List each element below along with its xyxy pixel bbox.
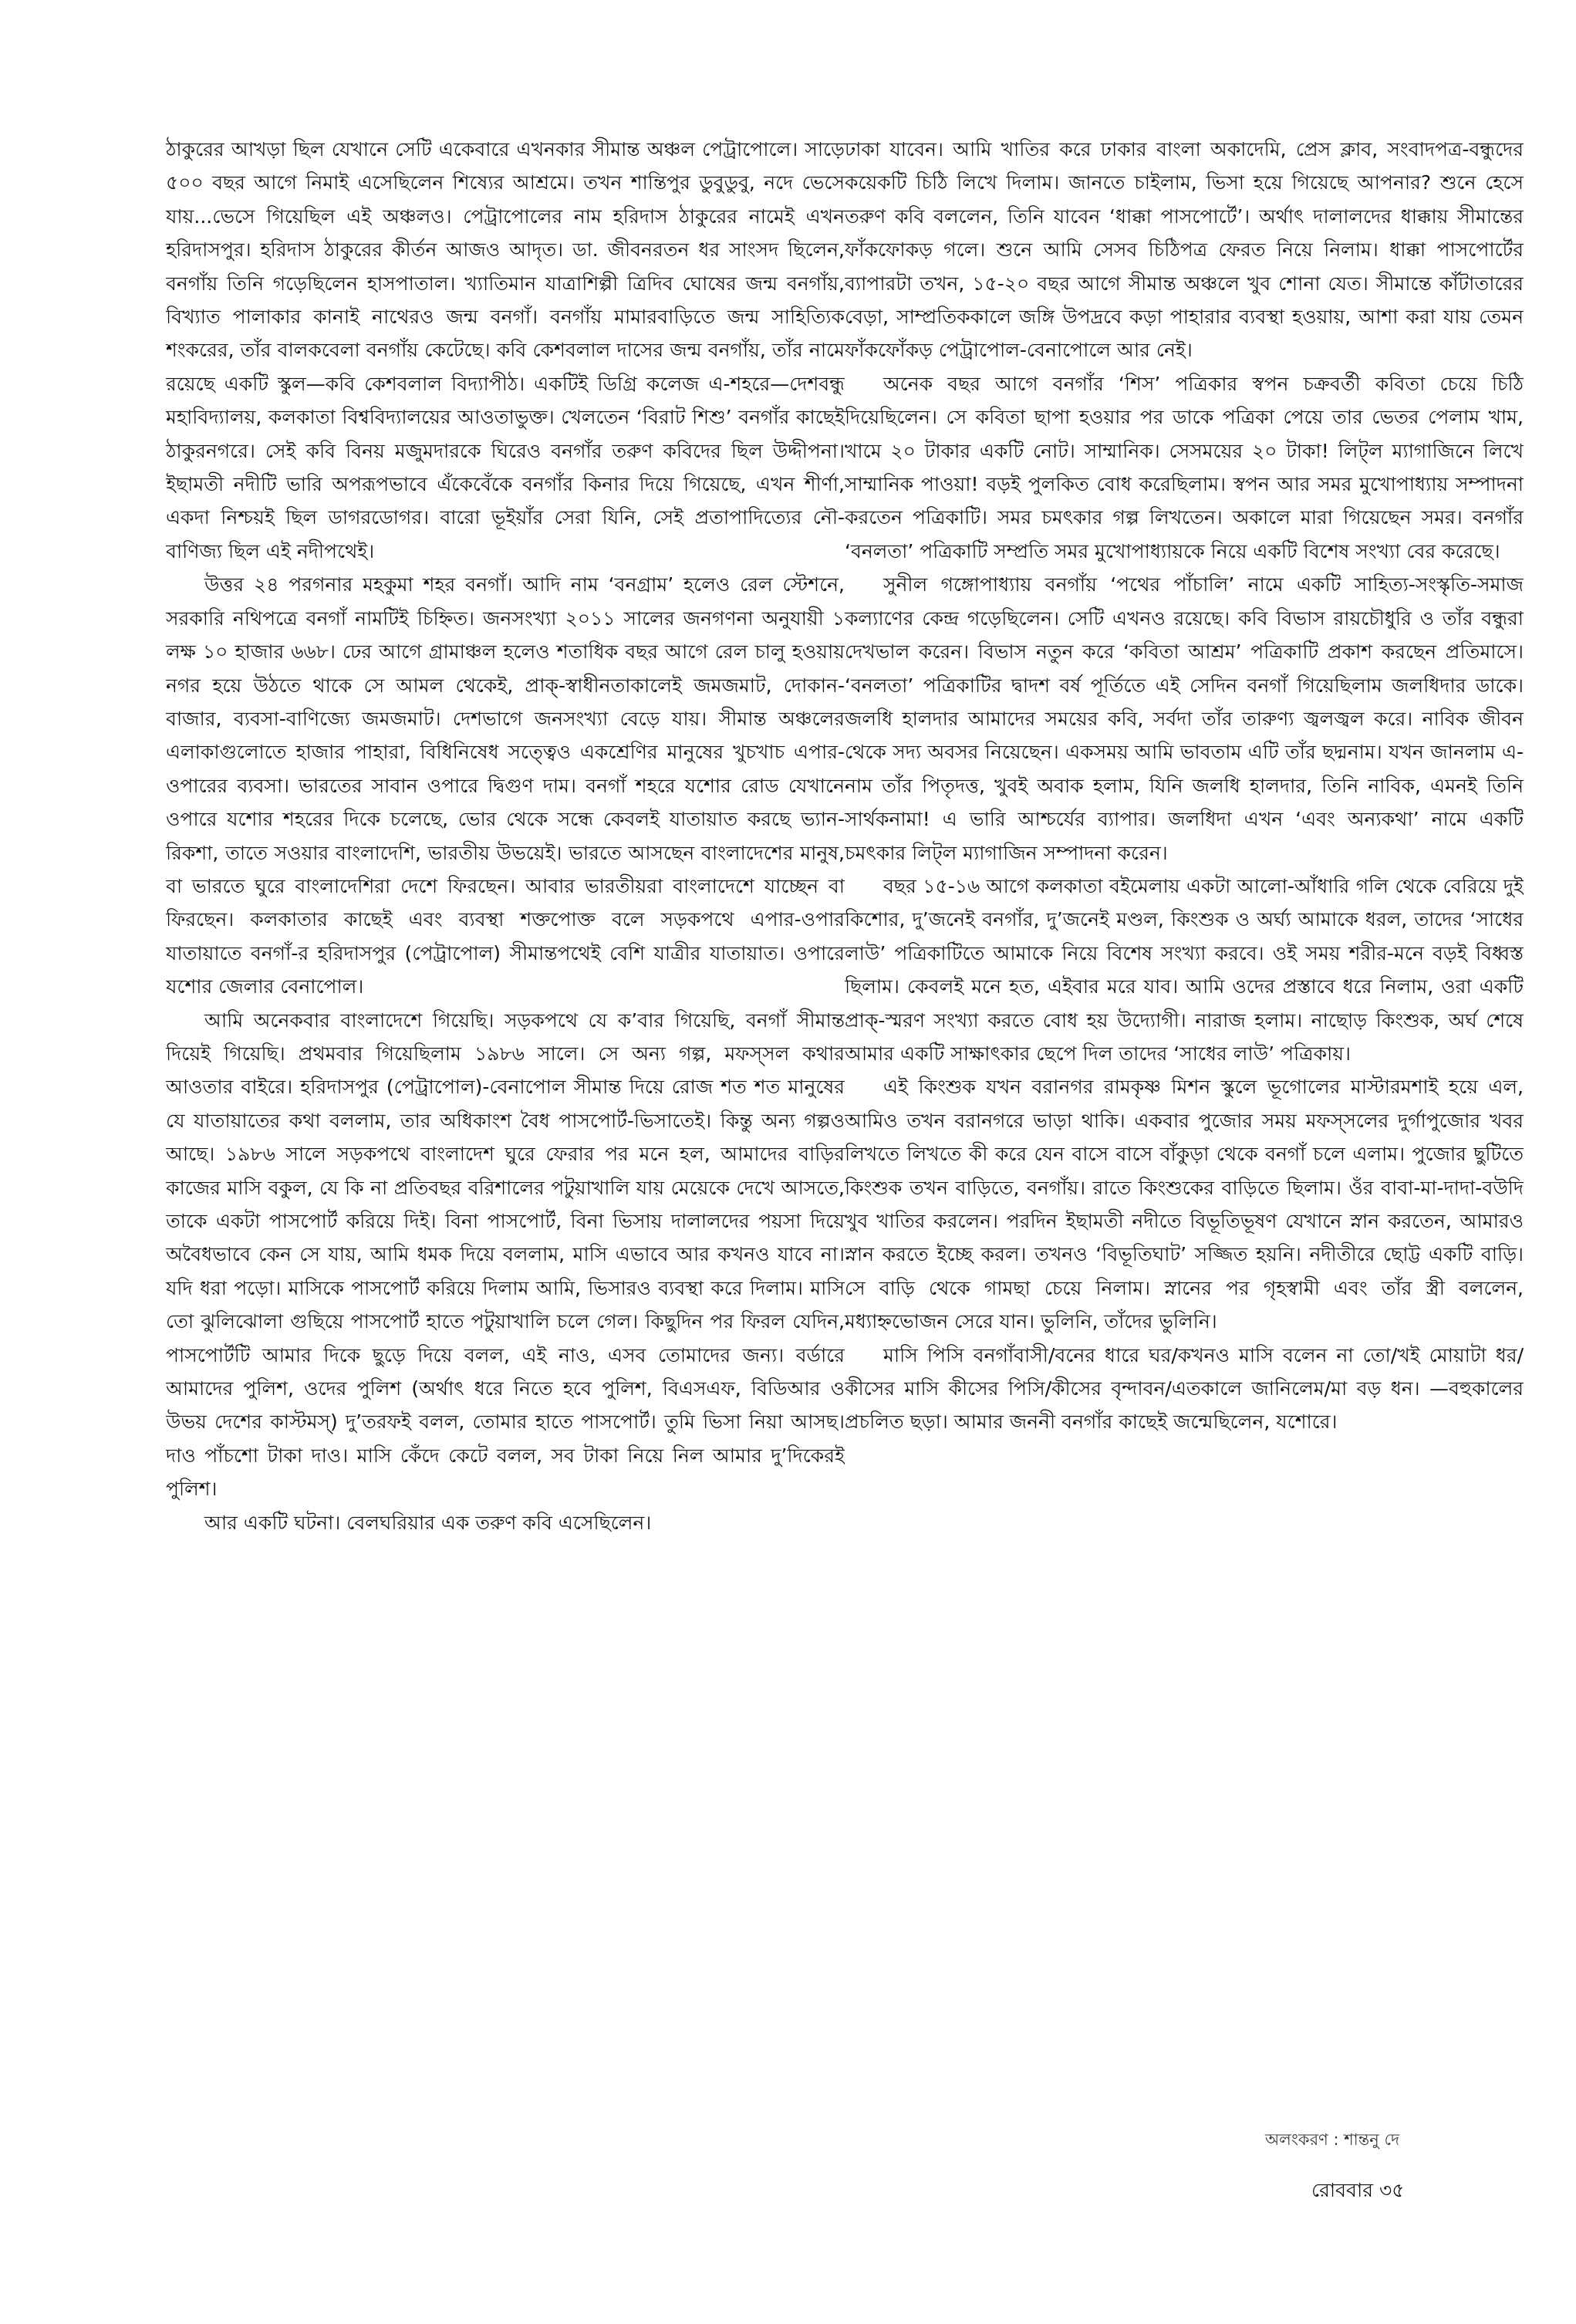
article-paragraph: উত্তর ২৪ পরগনার মহকুমা শহর বনগাঁ। আদি নাম ‘বনগ্রাম’ হলেও রেল স্টেশনে, সরকারি নথিপত্রে বনগাঁ নামটিই চিহ্নিত। জনসংখ্যা ২০১১ সালের জনগণনা অনুযায়ী ১ লক্ষ ১০ হাজার ৬৬৮। ঢের আগে গ্রামাঞ্চল হলেও শতাধিক বছর আগে রেল চালু হওয়ায় নগর হয়ে উঠতে থাকে সে আমল থেকেই, প্রাক্-স্বাধীনতাকালেই জমজমাট, দোকান-বাজার, ব্যবসা-বাণিজ্যে জমজমাট। দেশভাগে জনসংখ্যা বেড়ে যায়। সীমান্ত অঞ্চলের এলাকাগুলোতে হাজার পাহারা, বিধিনিষেধ সত্ত্বেও একশ্রেণির মানুষের খুচখাচ এপার-ওপারের ব্যবসা। ভারতের সাবান ওপারে দ্বিগুণ দাম। বনগাঁ শহরে যশোর রোড যেখানে ওপারে যশোর শহরের দিকে চলেছে, ভোর থেকে সন্ধে কেবলই যাতায়াত করছে ভ্যান-রিকশা, তাতে সওয়ার বাংলাদেশি, ভারতীয় উভয়েই। ভারতে আসছেন বাংলাদেশের মানুষ, বা ভারতে ঘুরে বাংলাদেশিরা দেশে ফিরছেন। আবার ভারতীয়রা বাংলাদেশে যাচ্ছেন বা ফিরছেন। কলকাতার কাছেই এবং ব্যবস্থা শক্তপোক্ত বলে সড়কপথে এপার-ওপার যাতায়াতে বনগাঁ-র হরিদাসপুর (পেট্রাপোল) সীমান্তপথেই বেশি যাত্রীর যাতায়াত। ওপারে যশোর জেলার বেনাপোল। [166,573,845,998]
page-folio [1311,2177,1404,2204]
article-paragraph: ঠাকুরের আখড়া ছিল যেখানে সেটি একেবারে এখনকার সীমান্ত অঞ্চল পেট্রাপোলে। সাড়ে ৫০০ বছর আগে নিমাই এসেছিলেন শিষ্যের আশ্রমে। তখন শান্তিপুর ডুবুডুবু, নদে ভেসে যায়...ভেসে গিয়েছিল এই অঞ্চলও। পেট্রাপোলের নাম হরিদাস ঠাকুরের নামেই এখন হরিদাসপুর। হরিদাস ঠাকুরের কীর্তন আজও আদৃত। ডা. জীবনরতন ধর সাংসদ ছিলেন, বনগাঁয় তিনি গড়েছিলেন হাসপাতাল। খ্যাতিমান যাত্রাশিল্পী ত্রিদিব ঘোষের জন্ম বনগাঁয়, বিখ্যাত পালাকার কানাই নাথেরও জন্ম বনগাঁ। বনগাঁয় মামারবাড়িতে জন্ম সাহিত্যিক শংকরের, তাঁর বালকবেলা বনগাঁয় কেটেছে। কবি কেশবলাল দাসের জন্ম বনগাঁয়, তাঁর নামে রয়েছে একটি স্কুল—কবি কেশবলাল বিদ্যাপীঠ। একটিই ডিগ্রি কলেজ এ-শহরে—দেশবন্ধু মহাবিদ্যালয়, কলকাতা বিশ্ববিদ্যালয়ের আওতাভুক্ত। খেলতেন ‘বিরাট শিশু’ বনগাঁর কাছেই ঠাকুরনগরে। সেই কবি বিনয় মজুমদারকে ঘিরেও বনগাঁর তরুণ কবিদের ছিল উদ্দীপনা। ইছামতী নদীটি ভারি অপরূপভাবে এঁকেবেঁকে বনগাঁর কিনার দিয়ে গিয়েছে, এখন শীর্ণা, একদা নিশ্চয়ই ছিল ডাগরডোগর। বারো ভূইয়াঁর সেরা যিনি, সেই প্রতাপাদিত্যের নৌ-বাণিজ্য ছিল এই নদীপথেই। [166,138,845,562]
article-paragraph: আমি অনেকবার বাংলাদেশে গিয়েছি। সড়কপথে যে ক’বার গিয়েছি, বনগাঁ সীমান্ত দিয়েই গিয়েছি। প্রথমবার গিয়েছিলাম ১৯৮৬ সালে। সে অন্য গল্প, মফস্সল কথার আওতার বাইরে। হরিদাসপুর (পেট্রাপোল)-বেনাপোল সীমান্ত দিয়ে রোজ শত শত মানুষের যে যাতায়াতের কথা বললাম, তার অধিকাংশ বৈধ পাসপোর্ট-ভিসাতেই। কিন্তু অন্য গল্পও আছে। ১৯৮৬ সালে সড়কপথে বাংলাদেশ ঘুরে ফেরার পর মনে হল, আমাদের বাড়ির কাজের মাসি বকুল, যে কি না প্রতিবছর বরিশালের পটুয়াখালি যায় মেয়েকে দেখে আসতে, তাকে একটা পাসপোর্ট করিয়ে দিই। বিনা পাসপোর্ট, বিনা ভিসায় দালালদের পয়সা দিয়ে অবৈধভাবে কেন সে যায়, আমি ধমক দিয়ে বললাম, মাসি এভাবে আর কখনও যাবে না। যদি ধরা পড়ো। মাসিকে পাসপোর্ট করিয়ে দিলাম আমি, ভিসারও ব্যবস্থা করে দিলাম। মাসি তো ঝুলিঝোলা গুছিয়ে পাসপোর্ট হাতে পটুয়াখালি চলে গেল। কিছুদিন পর ফিরল যেদিন, পাসপোর্টটি আমার দিকে ছুড়ে দিয়ে বলল, এই নাও, এসব তোমাদের জন্য। বর্ডারে আমাদের পুলিশ, ওদের পুলিশ (অর্থাৎ ধরে নিতে হবে পুলিশ, বিএসএফ, বিডিআর ও উভয় দেশের কাস্টমস্) দু’তরফই বলল, তোমার হাতে পাসপোর্ট। তুমি ভিসা নিয়া আসছ। দাও পাঁচশো টাকা দাও। মাসি কেঁদে কেটে বলল, সব টাকা নিয়ে নিল আমার দু’দিকেরই পুলিশ। [166,1008,845,1501]
page-number: ৩৫ [1379,2179,1405,2201]
left-column [166,133,845,2108]
article-paragraph: আর একটি ঘটনা। বেলঘরিয়ার এক তরুণ কবি এসেছিলেন। [204,1511,652,1534]
article-paragraph: অনেক বছর আগে বনগাঁর ‘শিস’ পত্রিকার স্বপন চক্রবর্তী কবিতা চেয়ে চিঠি দিয়েছিলেন। সে কবিতা ছাপা হওয়ার পর ডাকে পত্রিকা পেয়ে তার ভেতর পেলাম খাম, খামে ২০ টাকার একটি নোট। সাম্মানিক। সেসময়ের ২০ টাকা! লিট্ল ম্যাগাজিনে লিখে সাম্মানিক পাওয়া! বড়ই পুলকিত বোধ করেছিলাম। স্বপন আর সমর মুখোপাধ্যায় সম্পাদনা করতেন পত্রিকাটি। সমর চমৎকার গল্প লিখতেন। অকালে মারা গিয়েছেন সমর। বনগাঁর ‘বনলতা’ পত্রিকাটি সম্প্রতি সমর মুখোপাধ্যায়কে নিয়ে একটি বিশেষ সংখ্যা বের করেছে। [845,372,1524,562]
article-paragraph: এই কিংশুক যখন বরানগর রামকৃষ্ণ মিশন স্কুলে ভূগোলের মাস্টারমশাই হয়ে এল, আমিও তখন বরানগরে ভাড়া থাকি। একবার পুজোর সময় মফস্সলের দুর্গাপুজোর খবর লিখতে লিখতে কী করে যেন বাসে বাসে বাঁকুড়া থেকে বনগাঁ চলে এলাম। পুজোর ছুটিতে কিংশুক তখন বাড়িতে, বনগাঁয়। রাতে কিংশুকের বাড়িতে ছিলাম। ওঁর বাবা-মা-দাদা-বউদি খুব খাতির করলেন। পরদিন ইছামতী নদীতে বিভূতিভূষণ যেখানে স্নান করতেন, আমারও স্নান করতে ইচ্ছে করল। তখনও ‘বিভূতিঘাট’ সজ্জিত হয়নি। নদীতীরে ছোট্ট একটি বাড়ি। সে বাড়ি থেকে গামছা চেয়ে নিলাম। স্নানের পর গৃহস্বামী এবং তাঁর স্ত্রী বললেন, মধ্যাহ্নভোজন সেরে যান। ভুলিনি, তাঁদের ভুলিনি। [845,1076,1524,1333]
right-column [845,133,1524,2108]
article-paragraph: মাসি পিসি বনগাঁবাসী/বনের ধারে ঘর/কখনও মাসি বলেন না তো/খই মোয়াটা ধর/কীসের মাসি কীসের পিসি/কীসের বৃন্দাবন/এতকালে জানিলেম/মা বড় ধন। —বহুকালের প্রচলিত ছড়া। আমার জননী বনগাঁর কাছেই জন্মেছিলেন, যশোরে। [845,1343,1524,1434]
article-paragraph: বছর ১৫-১৬ আগে কলকাতা বইমেলায় একটা আলো-আঁধারি গলি থেকে বেরিয়ে দুই কিশোর, দু’জনেই বনগাঁর, দু’জনেই মণ্ডল, কিংশুক ও অর্ঘ্য আমাকে ধরল, তাদের ‘সাধের লাউ’ পত্রিকাটিতে আমাকে নিয়ে বিশেষ সংখ্যা করবে। ওই সময় শরীর-মনে বড়ই বিধ্বস্ত ছিলাম। কেবলই মনে হত, এইবার মরে যাব। আমি ওদের প্রস্তাবে ধরে নিলাম, ওরা একটি প্রাক্-স্মরণ সংখ্যা করতে বোধ হয় উদ্যোগী। নারাজ হলাম। নাছোড় কিংশুক, অর্ঘ শেষে আমার একটি সাক্ষাৎকার ছেপে দিল তাদের ‘সাধের লাউ’ পত্রিকায়। [845,874,1524,1065]
illustration-credit: অলংকরণ : শান্তনু দে [1265,2130,1399,2149]
magazine-name: রোববার [1311,2179,1373,2201]
article-paragraph: ঢাকা যাবেন। আমি খাতির করে ঢাকার বাংলা অকাদেমি, প্রেস ক্লাব, সংবাদপত্র-বন্ধুদের কয়েকটি চিঠি লিখে দিলাম। জানতে চাইলাম, ভিসা হয়ে গিয়েছে আপনার? শুনে হেসে তরুণ কবি বললেন, তিনি যাবেন ‘ধাক্কা পাসপোর্টে’। অর্থাৎ দালালদের ধাক্কায় সীমান্তের ফাঁকফোকড় গলে। শুনে আমি সেসব চিঠিপত্র ফেরত নিয়ে নিলাম। ধাক্কা পাসপোর্টের ব্যাপারটা তখন, ১৫-২০ বছর আগে সীমান্ত অঞ্চলে খুব শোনা যেত। সীমান্তে কাঁটাতারের বেড়া, সাম্প্রতিককালে জঙ্গি উপদ্রবে কড়া পাহারার ব্যবস্থা হওয়ায়, আশা করা যায় তেমন ফাঁকফোঁকড় পেট্রাপোল-বেনাপোলে আর নেই। [845,138,1524,362]
article-paragraph: সুনীল গঙ্গোপাধ্যায় বনগাঁয় ‘পথের পাঁচালি’ নামে একটি সাহিত্য-সংস্কৃতি-সমাজ কল্যাণের কেন্দ্র গড়েছিলেন। সেটি এখনও রয়েছে। কবি বিভাস রায়চৌধুরি ও তাঁর বন্ধুরা দেখভাল করেন। বিভাস নতুন করে ‘কবিতা আশ্রম’ পত্রিকাটি প্রকাশ করছেন প্রতিমাসে। ‘বনলতা’ পত্রিকাটির দ্বাদশ বর্ষ পূর্তিতে এই সেদিন বনগাঁ গিয়েছিলাম জলধিদার ডাকে। জলধি হালদার আমাদের সময়ের কবি, সর্বদা তাঁর তারুণ্য জ্বলজ্বল করে। নাবিক জীবন থেকে সদ্য অবসর নিয়েছেন। একসময় আমি ভাবতাম এটি তাঁর ছদ্মনাম। যখন জানলাম এ-নাম তাঁর পিতৃদত্ত, খুবই অবাক হলাম, যিনি জলধি হালদার, তিনি নাবিক, এমনই তিনি সার্থকনামা! এ ভারি আশ্চর্যের ব্যাপার। জলধিদা এখন ‘এবং অন্যকথা’ নামে একটি চমৎকার লিট্ল ম্যাগাজিন সম্পাদনা করেন। [845,573,1524,864]
